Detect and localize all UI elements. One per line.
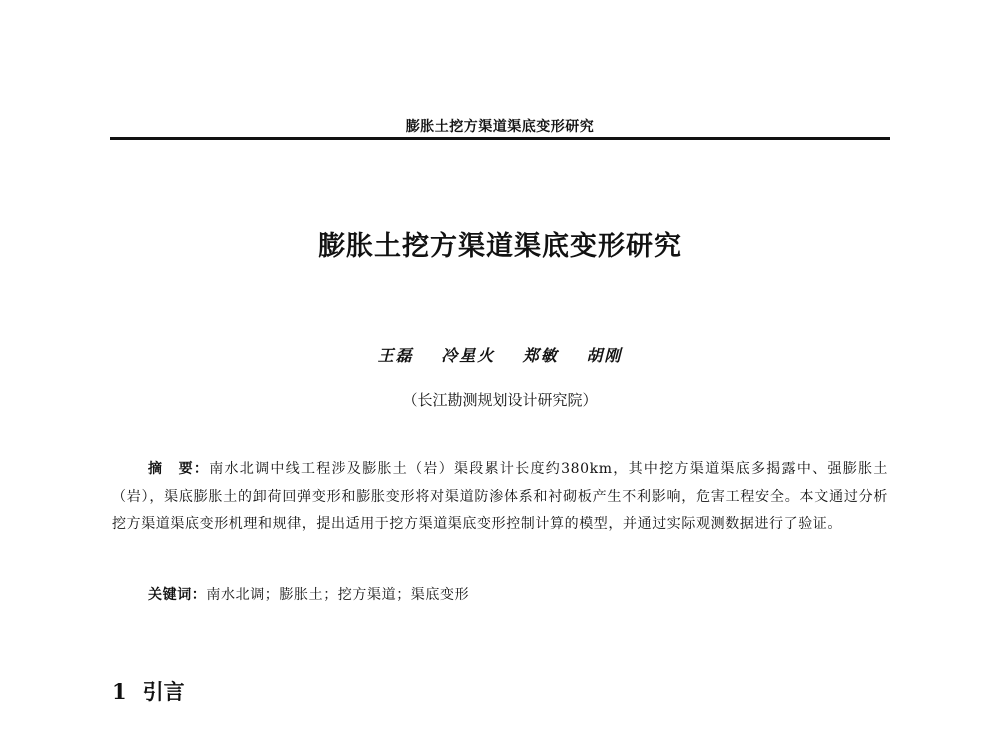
author-name: 胡刚	[586, 346, 623, 365]
keywords	[148, 584, 888, 606]
running-header: 膨胀土挖方渠道渠底变形研究	[405, 119, 595, 135]
author-name: 冷星火	[441, 346, 496, 365]
author-list	[0, 343, 1000, 366]
paper-title: 膨胀土挖方渠道渠底变形研究	[318, 231, 682, 262]
abstract-text: 南水北调中线工程涉及膨胀土（岩）渠段累计长度约380km，其中挖方渠道渠底多揭露中、强膨胀土（岩），渠底膨胀土的卸荷回弹变形和膨胀变形将对渠道防渗体系和衬砌板产生不利影响，危害工程安全。本文通过分析挖方渠道渠底变形机理和规律，提出适用于挖方渠道渠底变形控制计算的模型，并通过实际观测数据进行了验证。	[112, 461, 888, 532]
affiliation: （长江勘测规划设计研究院）	[402, 391, 598, 409]
section-number: 1	[112, 679, 127, 704]
keywords-text: 南水北调；膨胀土；挖方渠道；渠底变形	[206, 587, 470, 603]
author-name: 王磊	[377, 346, 414, 365]
abstract-label: 摘 要：	[148, 461, 210, 477]
author-name: 郑敏	[522, 346, 559, 365]
section-title: 引言	[142, 679, 185, 704]
section-heading	[112, 676, 185, 706]
header-rule	[110, 137, 890, 140]
abstract	[112, 456, 888, 539]
keywords-label: 关键词：	[148, 587, 207, 603]
